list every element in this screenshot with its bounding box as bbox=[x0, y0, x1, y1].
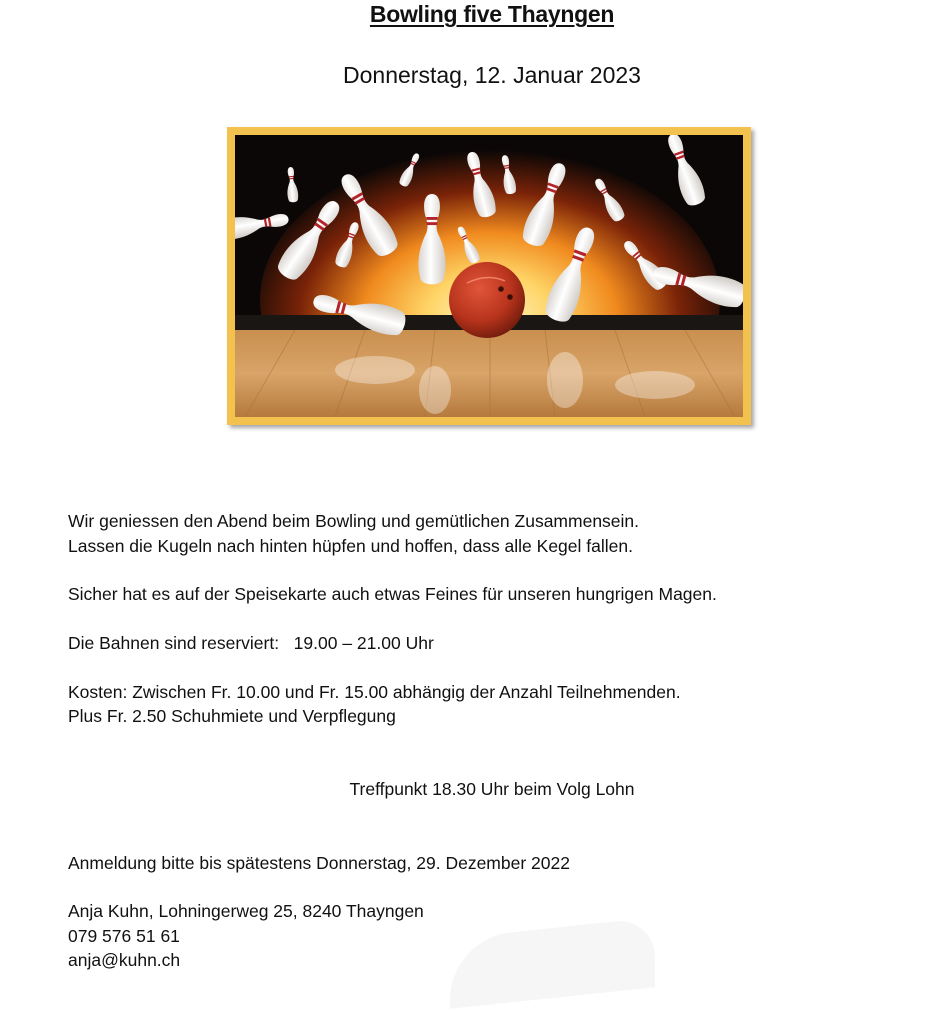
document-title: Bowling five Thayngen bbox=[369, 1, 615, 27]
contact-name-address: Anja Kuhn, Lohningerweg 25, 8240 Thayngen bbox=[68, 901, 424, 921]
paragraph-food: Sicher hat es auf der Speisekarte auch etwas Feines für unseren hungrigen Magen. bbox=[68, 584, 717, 604]
contact-email[interactable]: anja@kuhn.ch bbox=[68, 950, 181, 970]
paragraph-intro-line-2: Lassen die Kugeln nach hinten hüpfen und hoffen, dass alle Kegel fallen. bbox=[68, 536, 633, 556]
paragraph-lanes: Die Bahnen sind reserviert: 19.00 – 21.00 Uhr bbox=[68, 633, 434, 653]
paragraph-costs-line-1: Kosten: Zwischen Fr. 10.00 und Fr. 15.00 abhängig der Anzahl Teilnehmenden. bbox=[68, 682, 681, 702]
paragraph-costs-line-2: Plus Fr. 2.50 Schuhmiete und Verpflegung bbox=[68, 706, 396, 726]
faint-background-shape bbox=[450, 917, 655, 1009]
registration-deadline: Anmeldung bitte bis spätestens Donnerstag, 29. Dezember 2022 bbox=[68, 853, 570, 873]
contact-phone: 079 576 51 61 bbox=[68, 926, 180, 946]
meeting-point: Treffpunkt 18.30 Uhr beim Volg Lohn bbox=[349, 779, 635, 799]
bowling-strike-illustration bbox=[235, 135, 743, 417]
paragraph-intro-line-1: Wir geniessen den Abend beim Bowling und gemütlichen Zusammensein. bbox=[68, 511, 640, 531]
event-date: Donnerstag, 12. Januar 2023 bbox=[343, 62, 641, 88]
bowling-photo bbox=[227, 127, 751, 425]
